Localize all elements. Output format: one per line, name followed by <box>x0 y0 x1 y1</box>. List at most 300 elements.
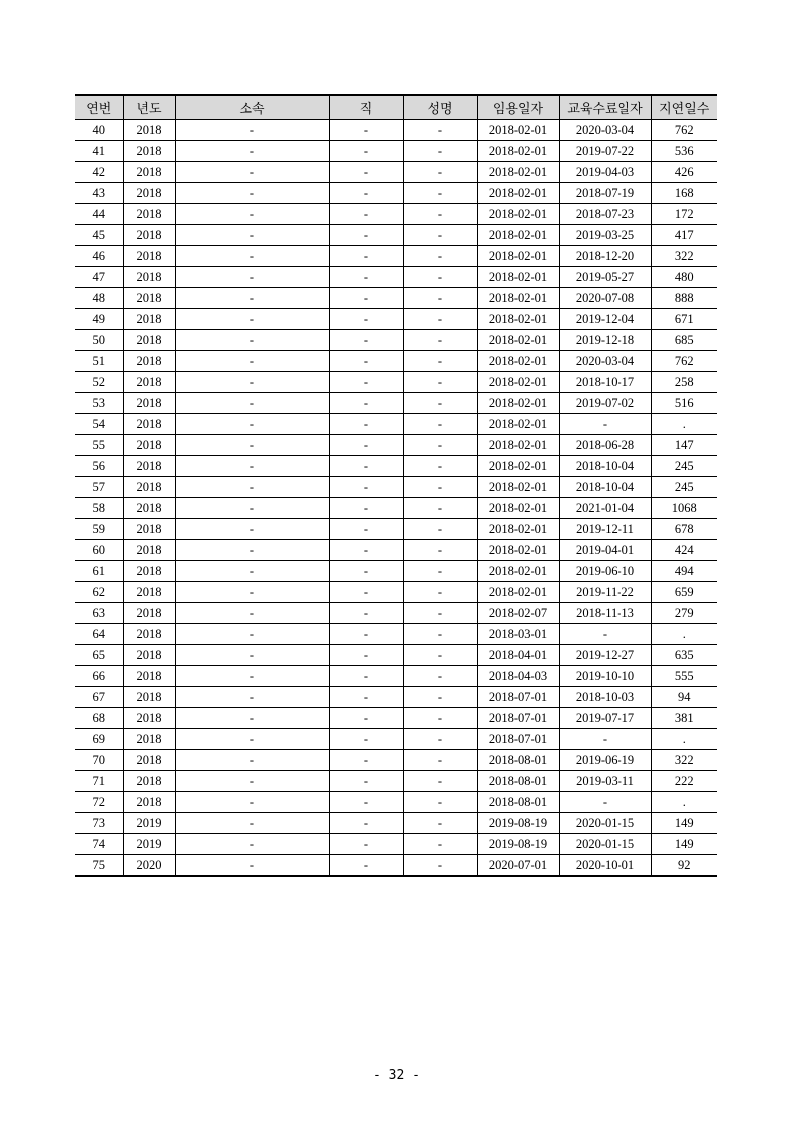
cell-year: 2018 <box>123 477 175 498</box>
cell-delay-days: 245 <box>651 477 717 498</box>
table-row <box>75 834 717 855</box>
cell-appointment-date: 2018-02-01 <box>477 372 559 393</box>
cell-completion-date: 2018-10-17 <box>559 372 651 393</box>
cell-department: - <box>175 771 329 792</box>
cell-serial-no: 47 <box>75 267 123 288</box>
table-row <box>75 603 717 624</box>
cell-name: - <box>403 624 477 645</box>
cell-department: - <box>175 519 329 540</box>
cell-position: - <box>329 666 403 687</box>
cell-department: - <box>175 162 329 183</box>
cell-position: - <box>329 645 403 666</box>
cell-position: - <box>329 204 403 225</box>
cell-delay-days: 635 <box>651 645 717 666</box>
cell-year: 2018 <box>123 351 175 372</box>
cell-department: - <box>175 624 329 645</box>
cell-serial-no: 74 <box>75 834 123 855</box>
cell-delay-days: 762 <box>651 351 717 372</box>
cell-delay-days: 168 <box>651 183 717 204</box>
table-row <box>75 183 717 204</box>
cell-completion-date: - <box>559 624 651 645</box>
cell-position: - <box>329 435 403 456</box>
cell-position: - <box>329 330 403 351</box>
cell-department: - <box>175 351 329 372</box>
cell-name: - <box>403 141 477 162</box>
cell-delay-days: 424 <box>651 540 717 561</box>
cell-appointment-date: 2018-02-01 <box>477 456 559 477</box>
cell-delay-days: 671 <box>651 309 717 330</box>
cell-appointment-date: 2018-02-01 <box>477 435 559 456</box>
cell-year: 2018 <box>123 750 175 771</box>
cell-completion-date: 2019-10-10 <box>559 666 651 687</box>
cell-position: - <box>329 225 403 246</box>
cell-department: - <box>175 414 329 435</box>
cell-delay-days: 536 <box>651 141 717 162</box>
cell-year: 2018 <box>123 288 175 309</box>
cell-name: - <box>403 792 477 813</box>
cell-completion-date: 2019-04-03 <box>559 162 651 183</box>
cell-completion-date: 2018-10-03 <box>559 687 651 708</box>
table-row <box>75 267 717 288</box>
cell-serial-no: 45 <box>75 225 123 246</box>
cell-year: 2018 <box>123 561 175 582</box>
cell-delay-days: 480 <box>651 267 717 288</box>
cell-name: - <box>403 204 477 225</box>
table-row <box>75 855 717 877</box>
table-row <box>75 729 717 750</box>
cell-department: - <box>175 561 329 582</box>
cell-completion-date: 2019-11-22 <box>559 582 651 603</box>
cell-position: - <box>329 309 403 330</box>
cell-serial-no: 40 <box>75 120 123 141</box>
cell-appointment-date: 2018-03-01 <box>477 624 559 645</box>
cell-name: - <box>403 435 477 456</box>
cell-name: - <box>403 771 477 792</box>
cell-department: - <box>175 729 329 750</box>
cell-delay-days: 381 <box>651 708 717 729</box>
table-row <box>75 204 717 225</box>
cell-position: - <box>329 603 403 624</box>
table-body <box>75 120 717 877</box>
cell-name: - <box>403 183 477 204</box>
cell-completion-date: 2019-04-01 <box>559 540 651 561</box>
cell-department: - <box>175 582 329 603</box>
cell-department: - <box>175 540 329 561</box>
cell-name: - <box>403 813 477 834</box>
cell-name: - <box>403 393 477 414</box>
cell-year: 2018 <box>123 120 175 141</box>
cell-department: - <box>175 225 329 246</box>
cell-year: 2018 <box>123 519 175 540</box>
cell-appointment-date: 2018-02-01 <box>477 183 559 204</box>
cell-appointment-date: 2018-02-01 <box>477 162 559 183</box>
cell-year: 2018 <box>123 456 175 477</box>
cell-position: - <box>329 183 403 204</box>
cell-completion-date: 2020-10-01 <box>559 855 651 877</box>
cell-delay-days: 426 <box>651 162 717 183</box>
cell-name: - <box>403 246 477 267</box>
cell-year: 2018 <box>123 792 175 813</box>
cell-year: 2019 <box>123 813 175 834</box>
table-row <box>75 519 717 540</box>
cell-appointment-date: 2018-02-01 <box>477 582 559 603</box>
header-position: 직 <box>329 95 403 120</box>
cell-delay-days: . <box>651 729 717 750</box>
cell-year: 2018 <box>123 540 175 561</box>
cell-name: - <box>403 666 477 687</box>
table-row <box>75 120 717 141</box>
cell-department: - <box>175 435 329 456</box>
table-row <box>75 309 717 330</box>
cell-delay-days: 222 <box>651 771 717 792</box>
cell-position: - <box>329 477 403 498</box>
cell-serial-no: 73 <box>75 813 123 834</box>
cell-delay-days: 147 <box>651 435 717 456</box>
cell-serial-no: 67 <box>75 687 123 708</box>
cell-delay-days: . <box>651 792 717 813</box>
cell-serial-no: 50 <box>75 330 123 351</box>
cell-name: - <box>403 708 477 729</box>
cell-completion-date: 2019-05-27 <box>559 267 651 288</box>
cell-name: - <box>403 540 477 561</box>
cell-department: - <box>175 330 329 351</box>
cell-department: - <box>175 183 329 204</box>
cell-year: 2018 <box>123 603 175 624</box>
cell-position: - <box>329 120 403 141</box>
cell-completion-date: 2018-06-28 <box>559 435 651 456</box>
cell-delay-days: 149 <box>651 834 717 855</box>
cell-appointment-date: 2018-02-01 <box>477 288 559 309</box>
cell-completion-date: 2020-07-08 <box>559 288 651 309</box>
cell-appointment-date: 2018-02-01 <box>477 330 559 351</box>
cell-position: - <box>329 456 403 477</box>
cell-appointment-date: 2018-02-01 <box>477 393 559 414</box>
cell-completion-date: 2019-12-04 <box>559 309 651 330</box>
cell-name: - <box>403 603 477 624</box>
cell-completion-date: 2019-03-11 <box>559 771 651 792</box>
cell-serial-no: 70 <box>75 750 123 771</box>
cell-name: - <box>403 267 477 288</box>
cell-position: - <box>329 771 403 792</box>
cell-delay-days: 678 <box>651 519 717 540</box>
cell-completion-date: 2021-01-04 <box>559 498 651 519</box>
cell-delay-days: 516 <box>651 393 717 414</box>
cell-serial-no: 53 <box>75 393 123 414</box>
table-row <box>75 561 717 582</box>
cell-serial-no: 57 <box>75 477 123 498</box>
cell-position: - <box>329 414 403 435</box>
cell-position: - <box>329 750 403 771</box>
cell-name: - <box>403 456 477 477</box>
cell-position: - <box>329 351 403 372</box>
cell-appointment-date: 2018-02-01 <box>477 561 559 582</box>
cell-completion-date: - <box>559 729 651 750</box>
cell-appointment-date: 2018-02-01 <box>477 477 559 498</box>
cell-delay-days: 279 <box>651 603 717 624</box>
cell-year: 2020 <box>123 855 175 877</box>
cell-year: 2018 <box>123 183 175 204</box>
cell-completion-date: 2020-03-04 <box>559 120 651 141</box>
cell-serial-no: 44 <box>75 204 123 225</box>
cell-name: - <box>403 645 477 666</box>
cell-serial-no: 71 <box>75 771 123 792</box>
cell-delay-days: 888 <box>651 288 717 309</box>
cell-department: - <box>175 477 329 498</box>
cell-name: - <box>403 855 477 877</box>
cell-year: 2018 <box>123 141 175 162</box>
cell-name: - <box>403 351 477 372</box>
cell-completion-date: 2019-07-22 <box>559 141 651 162</box>
cell-department: - <box>175 792 329 813</box>
cell-year: 2018 <box>123 582 175 603</box>
table-row <box>75 477 717 498</box>
cell-delay-days: 258 <box>651 372 717 393</box>
cell-year: 2018 <box>123 246 175 267</box>
table-row <box>75 624 717 645</box>
cell-department: - <box>175 666 329 687</box>
cell-appointment-date: 2018-02-01 <box>477 414 559 435</box>
cell-appointment-date: 2018-02-01 <box>477 519 559 540</box>
cell-position: - <box>329 687 403 708</box>
cell-serial-no: 49 <box>75 309 123 330</box>
table-header-row <box>75 95 717 120</box>
cell-appointment-date: 2018-02-01 <box>477 204 559 225</box>
cell-appointment-date: 2018-02-01 <box>477 540 559 561</box>
table-row <box>75 330 717 351</box>
cell-completion-date: 2020-03-04 <box>559 351 651 372</box>
cell-name: - <box>403 372 477 393</box>
cell-position: - <box>329 393 403 414</box>
cell-year: 2018 <box>123 204 175 225</box>
cell-year: 2018 <box>123 624 175 645</box>
table-row <box>75 750 717 771</box>
cell-department: - <box>175 813 329 834</box>
cell-department: - <box>175 372 329 393</box>
cell-appointment-date: 2018-02-01 <box>477 309 559 330</box>
cell-department: - <box>175 204 329 225</box>
cell-year: 2018 <box>123 309 175 330</box>
table-row <box>75 393 717 414</box>
cell-serial-no: 65 <box>75 645 123 666</box>
cell-name: - <box>403 309 477 330</box>
cell-name: - <box>403 498 477 519</box>
cell-name: - <box>403 288 477 309</box>
cell-name: - <box>403 414 477 435</box>
cell-position: - <box>329 498 403 519</box>
cell-completion-date: 2018-07-23 <box>559 204 651 225</box>
cell-department: - <box>175 309 329 330</box>
table-row <box>75 540 717 561</box>
table-row <box>75 456 717 477</box>
cell-year: 2018 <box>123 330 175 351</box>
table-row <box>75 666 717 687</box>
table-row <box>75 708 717 729</box>
cell-completion-date: 2020-01-15 <box>559 813 651 834</box>
table-row <box>75 792 717 813</box>
cell-completion-date: - <box>559 792 651 813</box>
table-row <box>75 498 717 519</box>
cell-appointment-date: 2018-02-01 <box>477 351 559 372</box>
cell-position: - <box>329 792 403 813</box>
cell-position: - <box>329 162 403 183</box>
cell-year: 2018 <box>123 687 175 708</box>
cell-appointment-date: 2018-08-01 <box>477 792 559 813</box>
cell-name: - <box>403 834 477 855</box>
cell-position: - <box>329 813 403 834</box>
cell-serial-no: 66 <box>75 666 123 687</box>
cell-appointment-date: 2019-08-19 <box>477 834 559 855</box>
cell-delay-days: 494 <box>651 561 717 582</box>
cell-delay-days: 172 <box>651 204 717 225</box>
cell-serial-no: 42 <box>75 162 123 183</box>
cell-serial-no: 72 <box>75 792 123 813</box>
cell-serial-no: 58 <box>75 498 123 519</box>
cell-position: - <box>329 834 403 855</box>
cell-serial-no: 48 <box>75 288 123 309</box>
cell-delay-days: 1068 <box>651 498 717 519</box>
cell-delay-days: 685 <box>651 330 717 351</box>
table-row <box>75 582 717 603</box>
cell-completion-date: 2018-11-13 <box>559 603 651 624</box>
cell-completion-date: 2018-10-04 <box>559 477 651 498</box>
cell-completion-date: 2019-06-10 <box>559 561 651 582</box>
cell-serial-no: 69 <box>75 729 123 750</box>
cell-completion-date: 2020-01-15 <box>559 834 651 855</box>
cell-serial-no: 55 <box>75 435 123 456</box>
header-department: 소속 <box>175 95 329 120</box>
cell-appointment-date: 2018-02-01 <box>477 120 559 141</box>
cell-appointment-date: 2018-04-03 <box>477 666 559 687</box>
cell-serial-no: 51 <box>75 351 123 372</box>
cell-name: - <box>403 162 477 183</box>
cell-year: 2018 <box>123 393 175 414</box>
cell-year: 2018 <box>123 435 175 456</box>
header-training-completion-date: 교육수료일자 <box>559 95 651 120</box>
cell-department: - <box>175 246 329 267</box>
cell-department: - <box>175 393 329 414</box>
cell-department: - <box>175 456 329 477</box>
cell-position: - <box>329 708 403 729</box>
table-row <box>75 813 717 834</box>
page-number: - 32 - <box>373 1068 420 1083</box>
cell-department: - <box>175 687 329 708</box>
header-year: 년도 <box>123 95 175 120</box>
header-name: 성명 <box>403 95 477 120</box>
cell-completion-date: 2018-07-19 <box>559 183 651 204</box>
cell-appointment-date: 2018-02-01 <box>477 225 559 246</box>
cell-completion-date: 2018-10-04 <box>559 456 651 477</box>
cell-department: - <box>175 750 329 771</box>
cell-position: - <box>329 582 403 603</box>
table-row <box>75 141 717 162</box>
cell-position: - <box>329 561 403 582</box>
cell-delay-days: 322 <box>651 750 717 771</box>
cell-name: - <box>403 225 477 246</box>
cell-appointment-date: 2018-08-01 <box>477 750 559 771</box>
cell-appointment-date: 2020-07-01 <box>477 855 559 877</box>
cell-serial-no: 75 <box>75 855 123 877</box>
cell-name: - <box>403 477 477 498</box>
cell-year: 2018 <box>123 708 175 729</box>
cell-department: - <box>175 288 329 309</box>
cell-delay-days: 94 <box>651 687 717 708</box>
cell-appointment-date: 2018-04-01 <box>477 645 559 666</box>
cell-appointment-date: 2019-08-19 <box>477 813 559 834</box>
table-row <box>75 372 717 393</box>
cell-delay-days: 659 <box>651 582 717 603</box>
cell-completion-date: 2019-07-02 <box>559 393 651 414</box>
cell-department: - <box>175 498 329 519</box>
cell-year: 2018 <box>123 771 175 792</box>
cell-position: - <box>329 141 403 162</box>
cell-completion-date: 2019-07-17 <box>559 708 651 729</box>
cell-appointment-date: 2018-07-01 <box>477 687 559 708</box>
header-serial-no: 연번 <box>75 95 123 120</box>
cell-appointment-date: 2018-02-07 <box>477 603 559 624</box>
cell-position: - <box>329 624 403 645</box>
table-row <box>75 225 717 246</box>
cell-delay-days: . <box>651 624 717 645</box>
cell-appointment-date: 2018-02-01 <box>477 141 559 162</box>
table-row <box>75 414 717 435</box>
header-delay-days: 지연일수 <box>651 95 717 120</box>
cell-year: 2018 <box>123 729 175 750</box>
cell-serial-no: 62 <box>75 582 123 603</box>
cell-serial-no: 59 <box>75 519 123 540</box>
cell-department: - <box>175 855 329 877</box>
cell-name: - <box>403 330 477 351</box>
table-row <box>75 645 717 666</box>
cell-position: - <box>329 267 403 288</box>
cell-position: - <box>329 288 403 309</box>
cell-serial-no: 43 <box>75 183 123 204</box>
cell-year: 2018 <box>123 666 175 687</box>
cell-department: - <box>175 834 329 855</box>
cell-year: 2018 <box>123 372 175 393</box>
cell-position: - <box>329 372 403 393</box>
cell-department: - <box>175 603 329 624</box>
cell-completion-date: 2019-12-18 <box>559 330 651 351</box>
cell-delay-days: 149 <box>651 813 717 834</box>
table-row <box>75 687 717 708</box>
cell-serial-no: 63 <box>75 603 123 624</box>
cell-appointment-date: 2018-02-01 <box>477 267 559 288</box>
cell-completion-date: 2019-06-19 <box>559 750 651 771</box>
table-row <box>75 162 717 183</box>
cell-name: - <box>403 120 477 141</box>
cell-appointment-date: 2018-02-01 <box>477 498 559 519</box>
cell-year: 2018 <box>123 225 175 246</box>
cell-position: - <box>329 729 403 750</box>
cell-position: - <box>329 540 403 561</box>
cell-year: 2018 <box>123 162 175 183</box>
cell-serial-no: 56 <box>75 456 123 477</box>
cell-appointment-date: 2018-08-01 <box>477 771 559 792</box>
cell-department: - <box>175 141 329 162</box>
cell-delay-days: 322 <box>651 246 717 267</box>
table-row <box>75 246 717 267</box>
cell-name: - <box>403 729 477 750</box>
cell-delay-days: . <box>651 414 717 435</box>
cell-serial-no: 41 <box>75 141 123 162</box>
cell-position: - <box>329 246 403 267</box>
cell-department: - <box>175 267 329 288</box>
delay-records-table <box>75 94 717 877</box>
cell-completion-date: - <box>559 414 651 435</box>
cell-year: 2018 <box>123 498 175 519</box>
cell-year: 2018 <box>123 267 175 288</box>
cell-serial-no: 52 <box>75 372 123 393</box>
